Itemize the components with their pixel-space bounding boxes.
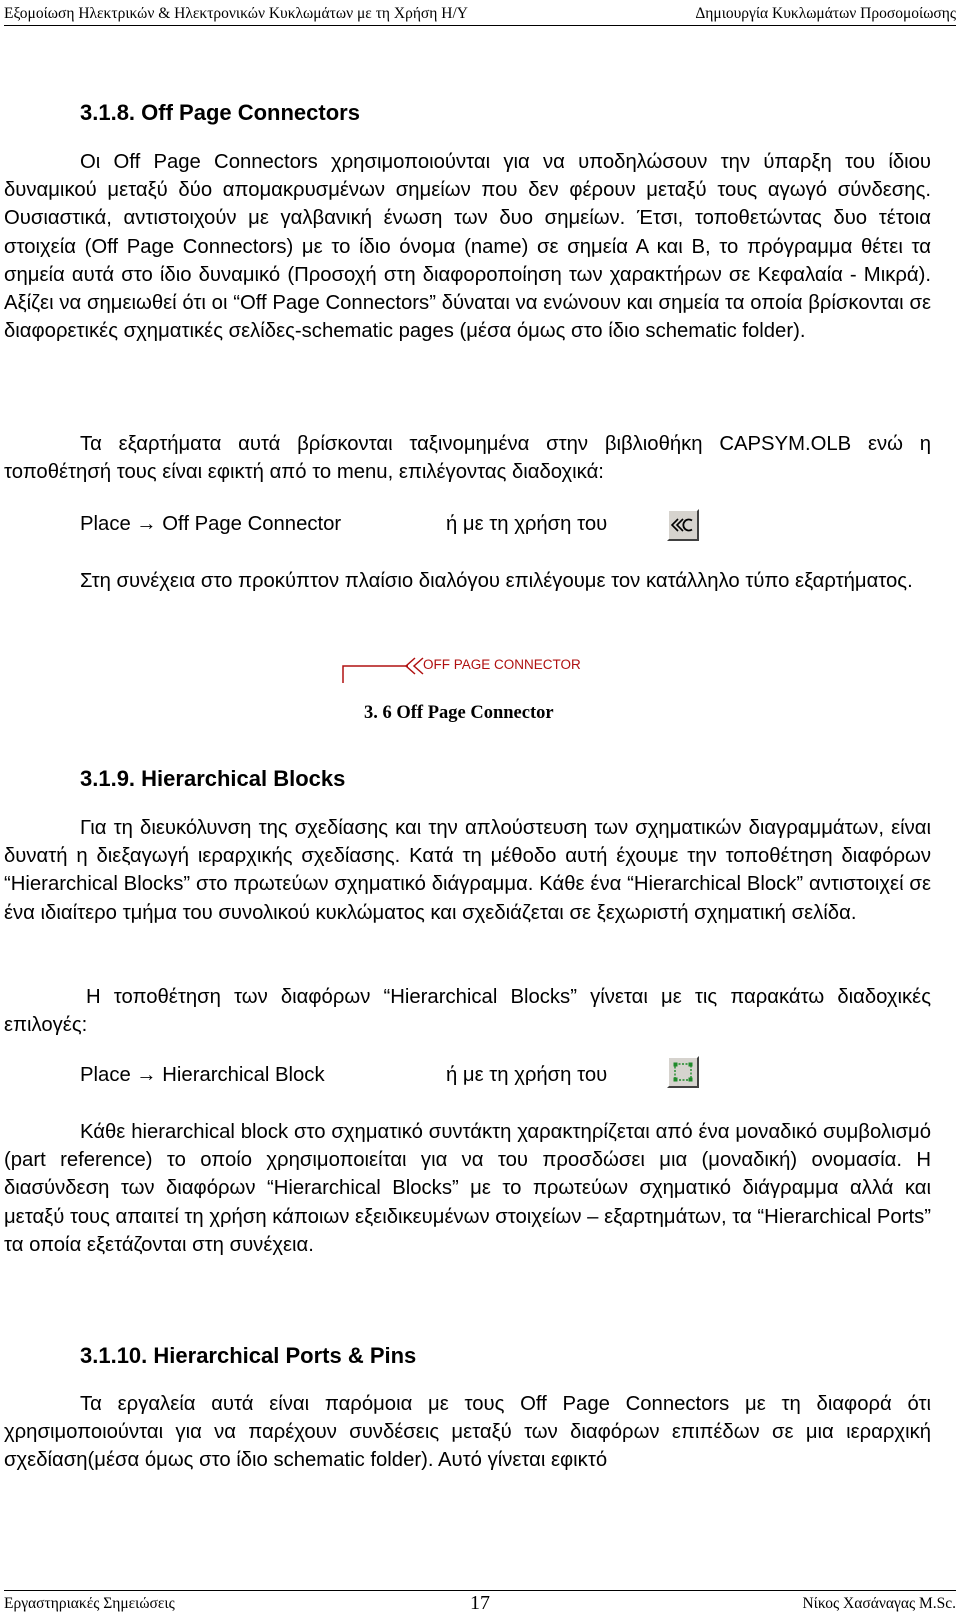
- running-footer: [4, 1590, 956, 1616]
- paragraph-off-page-intro: Οι Off Page Connectors χρησιμοποιούνται για να υποδηλώσουν την ύπαρξη του ίδιου δυναμικού μεταξύ δύο απομακρυσμένων σημείων που δεν φέρουν μεταξύ τους αγωγό σύνδεσης. Ουσιαστικά, αντιστοιχούν με γαλβανική ένωση των δυο σημείων. Έτσι, τοποθετώντας δυο τέτοια στοιχεία (Off Page Connectors) με το ίδιο όνομα (name) σε σημεία Α και Β, το πρόγραμμα θέτει τα σημεία αυτά στο ίδιο δυναμικό (Προσοχή στη διαφοροποίηση των χαρακτήρων σε Κεφαλαία - Μικρά). Αξίζει να σημειωθεί ότι οι “Off Page Connectors” δύναται να ενώνουν και σημεία τα οποία βρίσκονται σε διαφορετικές σχηματικές σελίδες-schematic pages (μέσα όμως στο ίδιο schematic folder).: [4, 151, 931, 343]
- paragraph-off-page-library: Τα εξαρτήματα αυτά βρίσκονται ταξινομημένα στην βιβλιοθήκη CAPSYM.OLB ενώ η τοποθέτησή τους είναι εφικτή από το menu, επιλέγοντας διαδοχικά:: [4, 433, 931, 484]
- header-right: Δημιουργία Κυκλωμάτων Προσομοίωσης: [695, 5, 956, 22]
- off-page-connector-tool-button[interactable]: [667, 509, 699, 541]
- hierarchical-block-tool-button[interactable]: [667, 1056, 699, 1088]
- footer-left: Εργαστηριακές Σημειώσεις: [4, 1595, 175, 1612]
- off-page-connector-tool-icon: [669, 511, 697, 539]
- footer-right: Νίκος Χασάναγας M.Sc.: [802, 1595, 956, 1612]
- hierarchical-block-tool-icon: [669, 1058, 697, 1086]
- page-number: 17: [470, 1592, 490, 1614]
- section-heading-3-1-9: 3.1.9. Hierarchical Blocks: [80, 766, 346, 791]
- or-using-text-1: ή με τη χρήση του: [446, 513, 608, 535]
- section-heading-3-1-8: 3.1.8. Off Page Connectors: [80, 100, 360, 125]
- paragraph-ports-pins: Τα εργαλεία αυτά είναι παρόμοια με τους Off Page Connectors με τη διαφορά ότι χρησιμοποιούνται για να παρέχουν συνδέσεις μεταξύ των διαφόρων επιπέδων σε μια ιεραρχική σχεδίαση(μέσα όμως στο ίδιο schematic folder). Αυτό γίνεται εφικτό: [4, 1393, 931, 1472]
- menu-path-off-page: Place → Off Page Connector: [80, 513, 342, 535]
- or-using-text-2: ή με τη χρήση του: [446, 1064, 608, 1086]
- paragraph-hierarchical-placement: Η τοποθέτηση των διαφόρων “Hierarchical Blocks” γίνεται με τις παρακάτω διαδοχικές επιλογές:: [4, 986, 931, 1037]
- paragraph-hierarchical-intro: Για τη διευκόλυνση της σχεδίασης και την απλούστευση των σχηματικών διαγραμμάτων, είναι δυνατή η διεξαγωγή ιεραρχικής σχεδίασης. Κατά τη μέθοδο αυτή έχουμε την τοποθέτηση διαφόρων “Hierarchical Blocks” στο πρωτεύων σχηματικό διάγραμμα. Κάθε ένα “Hierarchical Block” αντιστοιχεί σε ένα ιδιαίτερο τμήμα του συνολικού κυκλώματος και σχεδιάζεται σε ξεχωριστή σχηματική σελίδα.: [4, 817, 931, 924]
- figure-caption: 3. 6 Off Page Connector: [364, 703, 554, 723]
- off-page-connector-label: OFF PAGE CONNECTOR: [423, 657, 581, 672]
- off-page-connector-symbol: [340, 654, 426, 684]
- running-header: [4, 2, 956, 26]
- menu-path-hierarchical: Place → Hierarchical Block: [80, 1064, 325, 1086]
- section-heading-3-1-10: 3.1.10. Hierarchical Ports & Pins: [80, 1343, 417, 1368]
- paragraph-off-page-dialog: Στη συνέχεια στο προκύπτον πλαίσιο διαλόγου επιλέγουμε τον κατάλληλο τύπο εξαρτήματος.: [80, 570, 913, 592]
- paragraph-hierarchical-reference: Κάθε hierarchical block στο σχηματικό συντάκτη χαρακτηρίζεται από ένα μοναδικό συμβολισμό (part reference) το οποίο χρησιμοποιείται για να του προσδώσει μια (μοναδική) ονομασία. Η διασύνδεση των διαφόρων “Hierarchical Blocks” με το πρωτεύων σχηματικό διάγραμμα αλλά και μεταξύ τους απαιτεί τη χρήση κάποιων εξειδικευμένων στοιχείων – εξαρτημάτων, τα “Hierarchical Ports” τα οποία εξετάζονται στη συνέχεια.: [4, 1121, 931, 1256]
- header-left: Εξομοίωση Ηλεκτρικών & Ηλεκτρονικών Κυκλωμάτων με τη Χρήση Η/Υ: [4, 5, 468, 22]
